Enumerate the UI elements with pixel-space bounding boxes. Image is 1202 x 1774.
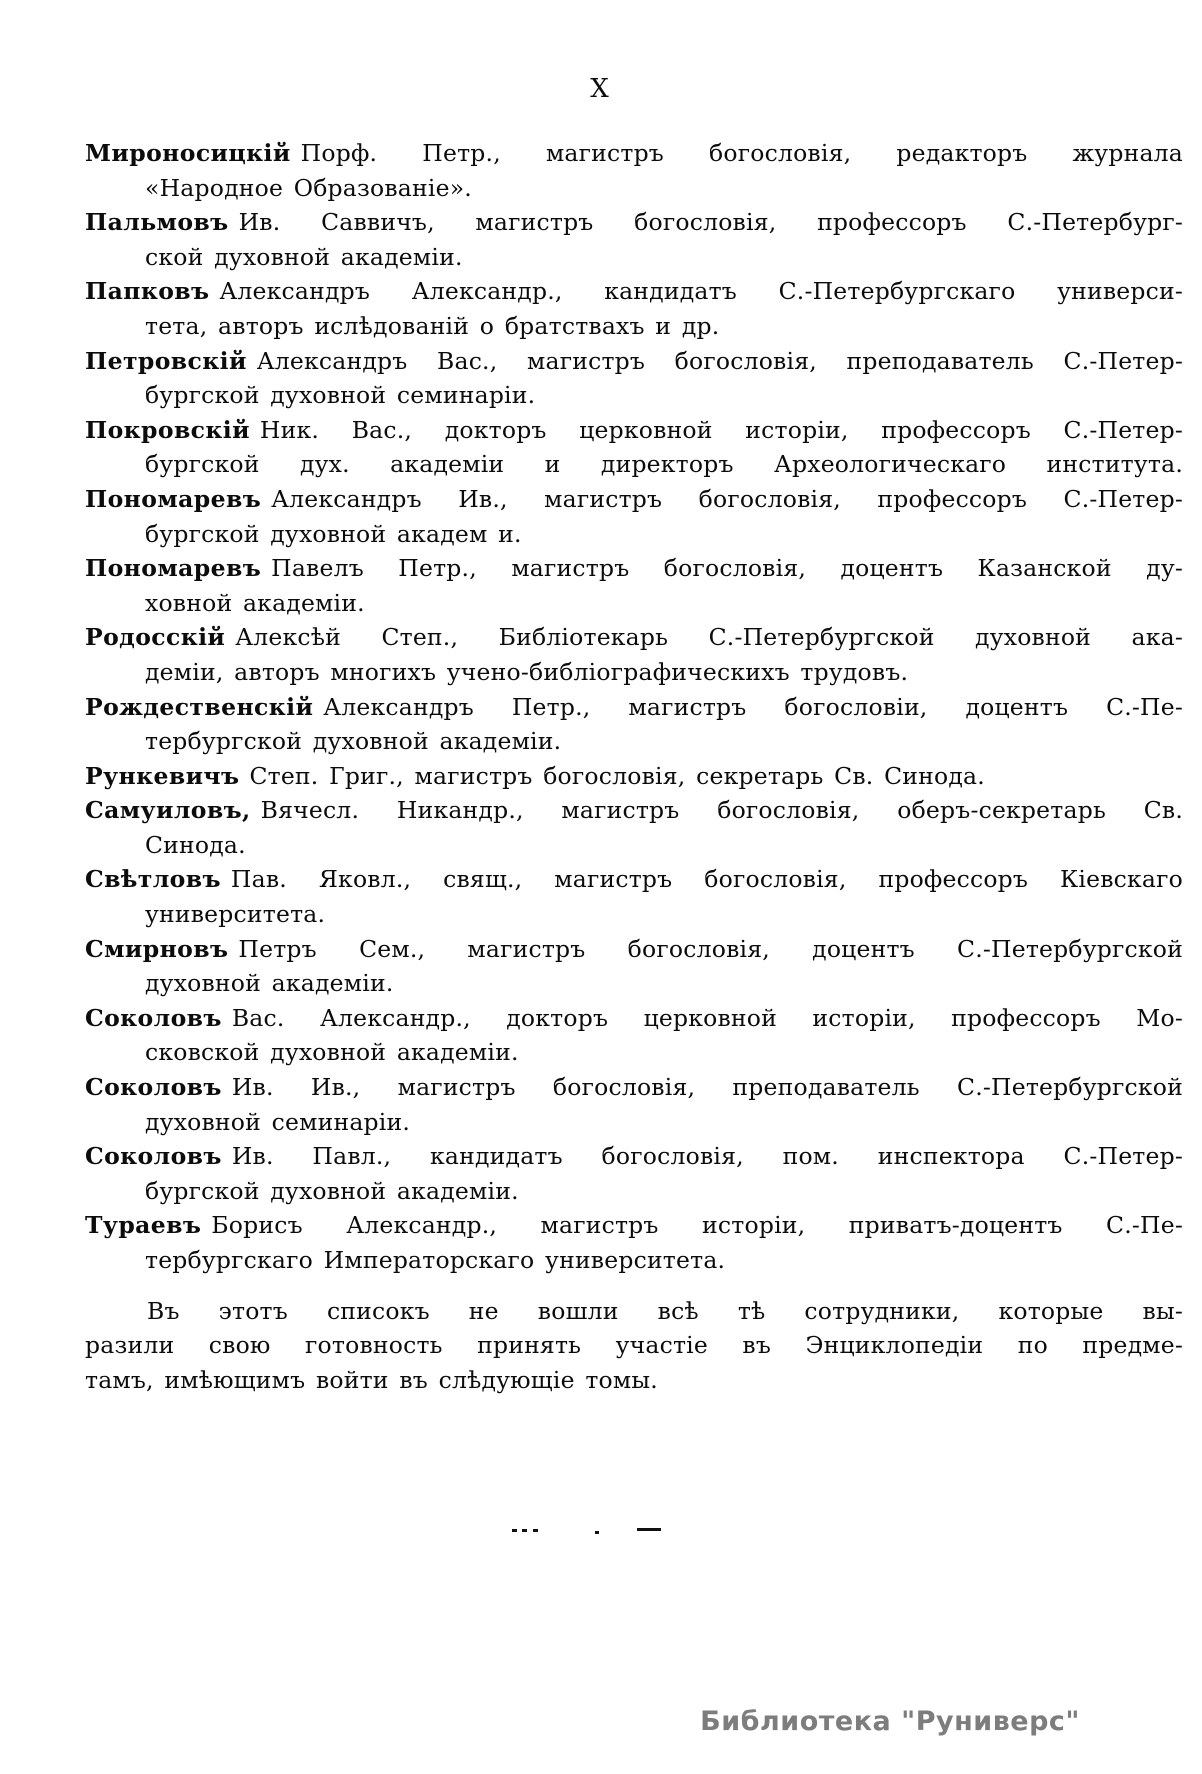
contributor-entry	[85, 136, 1183, 205]
contributor-surname: Пальмовъ	[85, 208, 229, 237]
entry-line: духовной академіи.	[145, 969, 394, 998]
entry-text: Петръ Сем., магистръ богословія, доцентъ С.-Петербургской	[238, 934, 1183, 963]
entry-text: Порф. Петр., магистръ богословія, редакторъ журнала	[300, 139, 1183, 167]
contributor-surname: Соколовъ	[85, 1073, 222, 1102]
entry-line	[85, 690, 1183, 725]
closing-line: тамъ, имѣющимъ войти въ слѣдующіе томы.	[85, 1365, 658, 1394]
contributor-surname: Родосскій	[85, 623, 226, 652]
contributor-entry	[85, 862, 1183, 931]
contributor-surname: Самуиловъ,	[85, 796, 251, 825]
entry-line: бургской духовной семинаріи.	[145, 381, 536, 410]
entry-line	[85, 1208, 1183, 1243]
entry-text: Александръ Ив., магистръ богословія, профессоръ С.-Петер-	[271, 484, 1183, 513]
entry-text: Ив. Ив., магистръ богословія, преподаватель С.-Петербургской	[231, 1073, 1183, 1102]
entry-text: Ив. Саввичъ, магистръ богословія, профессоръ С.-Петербург-	[238, 208, 1183, 237]
contributor-surname: Пономаревъ	[85, 554, 262, 583]
contributor-entry	[85, 413, 1183, 482]
entry-line	[85, 620, 1183, 655]
entry-line: бургской духовной академ и.	[145, 519, 522, 548]
entry-text: Пав. Яковл., свящ., магистръ богословія, профессоръ Кіевскаго	[230, 865, 1183, 894]
entry-line	[85, 205, 1183, 240]
contributor-surname: Папковъ	[85, 277, 210, 306]
contributor-surname: Покровскій	[85, 415, 250, 444]
entry-line	[85, 932, 1183, 967]
entry-line	[85, 482, 1183, 517]
closing-line: Въ этотъ списокъ не вошли всѣ тѣ сотрудники, которые вы-	[147, 1296, 1183, 1325]
contributor-surname: Рождественскій	[85, 692, 314, 721]
contributor-surname: Пономаревъ	[85, 484, 262, 513]
contributor-entry	[85, 1070, 1183, 1139]
entry-text: Александръ Александр., кандидатъ С.-Петербургскаго универси-	[219, 277, 1183, 306]
entry-line: Синода.	[145, 830, 246, 859]
entry-line: бургской дух. академіи и директоръ Археологическаго института.	[145, 450, 1183, 479]
scan-dot	[595, 1531, 599, 1534]
entry-line	[85, 344, 1183, 379]
entry-line: тета, авторъ ислѣдованій о братствахъ и др.	[145, 311, 720, 340]
closing-line: разили свою готовность принять участіе въ Энциклопедіи по предме-	[85, 1331, 1183, 1360]
entry-text: Павелъ Петр., магистръ богословія, доцентъ Казанской ду-	[271, 554, 1183, 583]
entry-line	[85, 136, 1183, 171]
scan-dot	[533, 1529, 538, 1532]
contributor-surname: Тураевъ	[85, 1211, 202, 1240]
contributor-entry	[85, 274, 1183, 343]
entry-line	[85, 1001, 1183, 1036]
entry-line	[85, 413, 1183, 448]
scan-dot	[512, 1529, 517, 1532]
entry-line: тербургскаго Императорскаго университета.	[145, 1246, 726, 1274]
contributor-surname: Соколовъ	[85, 1003, 222, 1032]
contributor-entry	[85, 205, 1183, 274]
entry-text: Алексѣй Степ., Библіотекарь С.-Петербургской духовной ака-	[235, 623, 1183, 652]
entry-text: Александръ Вас., магистръ богословія, преподаватель С.-Петер-	[256, 346, 1183, 375]
contributor-entry	[85, 482, 1183, 551]
entry-text: Вас. Александр., докторъ церковной исторіи, профессоръ Мо-	[231, 1003, 1183, 1032]
entry-text: Ив. Павл., кандидатъ богословія, пом. инспектора С.-Петер-	[231, 1142, 1183, 1171]
contributor-entry	[85, 620, 1183, 689]
contributor-entry	[85, 344, 1183, 413]
entry-line: деміи, авторъ многихъ учено-библіографическихъ трудовъ.	[145, 657, 909, 686]
entry-line	[85, 1070, 1183, 1105]
entry-line: ской духовной академіи.	[145, 242, 463, 271]
contributor-surname: Соколовъ	[85, 1142, 222, 1171]
entry-line	[85, 274, 1183, 309]
contributor-surname: Мироносицкій	[85, 139, 291, 167]
contributor-entry	[85, 1001, 1183, 1070]
scan-dash	[637, 1528, 661, 1531]
entry-line: тербургской духовной академіи.	[145, 727, 562, 756]
entry-line: бургской духовной академіи.	[145, 1176, 519, 1205]
contributor-entry	[85, 932, 1183, 1001]
entry-line: сковской духовной академіи.	[145, 1038, 519, 1067]
entry-line: «Народное Образованіе».	[145, 173, 472, 202]
watermark: Библиотека "Руниверс"	[700, 1706, 1080, 1737]
closing-paragraph	[85, 1294, 1183, 1398]
contributor-surname: Петровскій	[85, 346, 247, 375]
entry-text: Александръ Петр., магистръ богословіи, доцентъ С.-Пе-	[323, 692, 1183, 721]
entry-text: Борисъ Александр., магистръ исторіи, приватъ-доцентъ С.-Пе-	[211, 1211, 1183, 1240]
scan-dot	[522, 1529, 527, 1532]
entry-line: духовной семинаріи.	[145, 1107, 411, 1136]
contributor-surname: Рункевичъ	[85, 761, 240, 790]
contributor-entry	[85, 551, 1183, 620]
contributor-entry	[85, 793, 1183, 862]
contributors-list	[85, 136, 1183, 1397]
entry-line	[85, 862, 1183, 897]
entry-line: ховной академіи.	[145, 588, 365, 617]
page-number: X	[590, 74, 610, 104]
contributor-entry	[85, 759, 1183, 794]
entry-line: университета.	[145, 900, 326, 929]
contributor-entry	[85, 690, 1183, 759]
contributor-surname: Смирновъ	[85, 934, 229, 963]
entry-line	[85, 759, 1183, 794]
entry-text: Вячесл. Никандр., магистръ богословія, оберъ-секретарь Св.	[260, 796, 1183, 825]
contributor-entry	[85, 1139, 1183, 1208]
entry-line	[85, 793, 1183, 828]
entry-line	[85, 1139, 1183, 1174]
entry-text: Ник. Вас., докторъ церковной исторіи, профессоръ С.-Петер-	[259, 415, 1183, 444]
entry-text: Степ. Григ., магистръ богословія, секретарь Св. Синода.	[249, 761, 985, 790]
entry-line	[85, 551, 1183, 586]
contributor-surname: Свѣтловъ	[85, 865, 221, 894]
contributor-entry	[85, 1208, 1183, 1277]
